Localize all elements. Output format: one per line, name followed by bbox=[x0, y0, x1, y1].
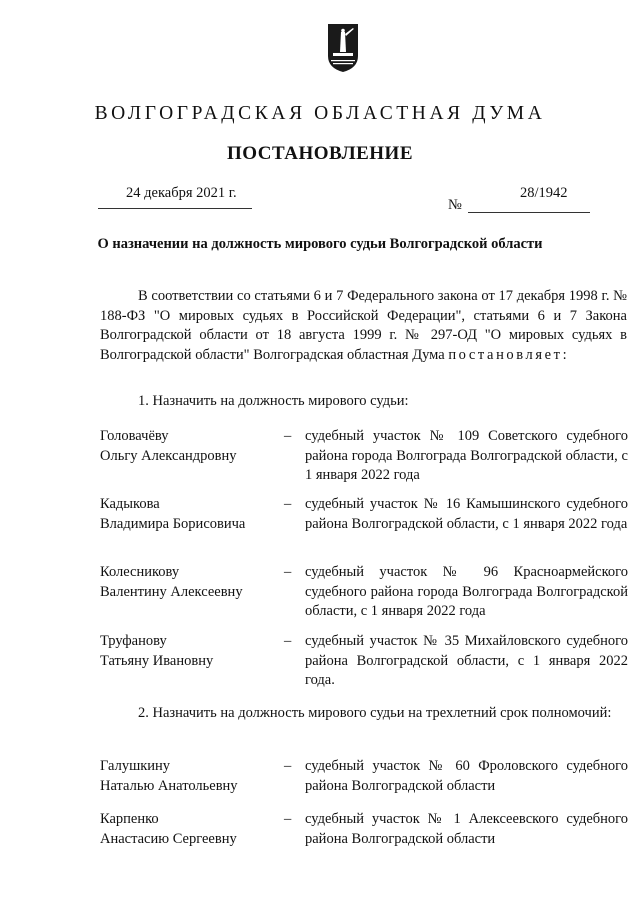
appointee-name: Карпенко Анастасию Сергеевну bbox=[100, 811, 237, 847]
document-number: 28/1942 bbox=[520, 185, 568, 201]
organization-name: ВОЛГОГРАДСКАЯ ОБЛАСТНАЯ ДУМА bbox=[94, 103, 546, 124]
document-type: ПОСТАНОВЛЕНИЕ bbox=[226, 143, 414, 164]
dash: – bbox=[284, 811, 292, 827]
intro-text: В соответствии со статьями 6 и 7 Федерального закона от 17 декабря 1998 г. № 188-ФЗ "О мировых судьях в Российской Федерации", статьями 6 и 7 Закона Волгоградской области от 18 августа 1999 г. № 297-ОД "О мировых судьях в Волгоградской области" Волгоградская областная Дума bbox=[100, 288, 627, 363]
volgograd-coat-of-arms-icon bbox=[326, 22, 360, 74]
item2-heading: 2. Назначить на должность мирового судьи на трехлетний срок полномочий: bbox=[138, 705, 612, 721]
court-district: судебный участок № 60 Фроловского судебного района Волгоградской области bbox=[305, 758, 628, 794]
number-label: № bbox=[448, 197, 462, 213]
dash: – bbox=[284, 496, 292, 512]
dash: – bbox=[284, 564, 292, 580]
decree-word: постановляет: bbox=[448, 346, 570, 363]
dash: – bbox=[284, 758, 292, 774]
appointee-name: Кадыкова Владимира Борисовича bbox=[100, 496, 246, 532]
appointee-name: Колесникову Валентину Алексеевну bbox=[100, 564, 243, 600]
document-title: О назначении на должность мирового судьи Волгоградской области bbox=[97, 236, 543, 252]
dash: – bbox=[284, 428, 292, 444]
court-district: судебный участок № 35 Михайловского судебного района Волгоградской области, с 1 января 2022 года. bbox=[305, 633, 628, 688]
number-underline bbox=[468, 212, 590, 213]
appointee-name: Головачёву Ольгу Александровну bbox=[100, 428, 237, 464]
court-district: судебный участок № 1 Алексеевского судебного района Волгоградской области bbox=[305, 811, 628, 847]
appointee-name: Труфанову Татьяну Ивановну bbox=[100, 633, 214, 669]
document-date: 24 декабря 2021 г. bbox=[126, 185, 237, 201]
dash: – bbox=[284, 633, 292, 649]
court-district: судебный участок № 109 Советского судебного района города Волгограда Волгоградской области, с 1 января 2022 года bbox=[305, 428, 628, 483]
appointee-name: Галушкину Наталью Анатольевну bbox=[100, 758, 238, 794]
court-district: судебный участок № 96 Красноармейского судебного района города Волгограда Волгоградской области, с 1 января 2022 года bbox=[305, 564, 628, 619]
item1-heading: 1. Назначить на должность мирового судьи: bbox=[138, 393, 409, 409]
intro-paragraph bbox=[100, 287, 627, 365]
date-underline bbox=[98, 208, 252, 209]
court-district: судебный участок № 16 Камышинского судебного района Волгоградской области, с 1 января 2022 года bbox=[305, 496, 628, 532]
